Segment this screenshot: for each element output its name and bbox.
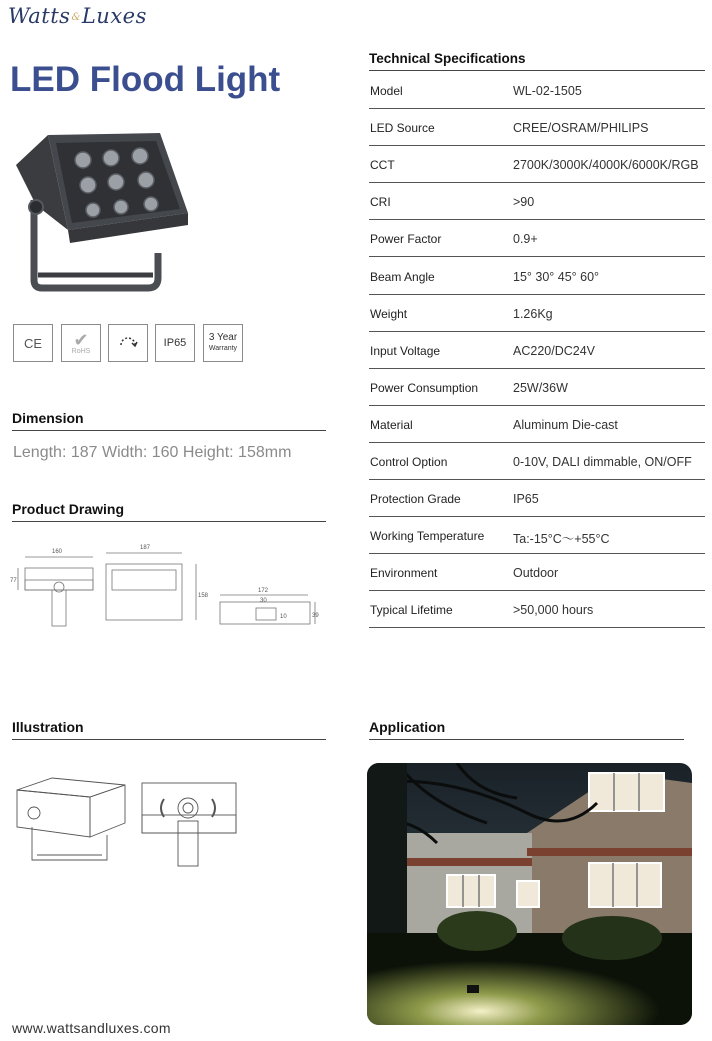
spec-row [369,554,705,591]
logo-text-2: Luxes [81,4,147,28]
product-drawing [10,540,330,635]
spec-row [369,183,705,220]
drawing-dim-160: 160 [52,549,63,555]
spec-value: CREE/OSRAM/PHILIPS [513,121,649,136]
spec-row [369,591,705,628]
spec-label: Power Consumption [370,380,479,395]
spec-value: Outdoor [513,566,559,581]
spec-value: AC220/DC24V [513,343,595,358]
logo-ampersand-icon: & [71,12,81,23]
spec-label: Material [370,417,413,432]
spec-value: IP65 [513,492,539,507]
spec-row [369,517,705,554]
drawing-dim-187: 187 [140,545,151,551]
drawing-dim-39: 39 [312,613,319,619]
footer-url: www.wattsandluxes.com [12,1020,171,1036]
drawing-dim-30: 30 [260,598,267,604]
product-drawing-heading: Product Drawing [12,501,326,522]
illustration-heading: Illustration [12,719,326,740]
spec-row [369,258,705,295]
spec-value: 2700K/3000K/4000K/6000K/RGB [513,158,699,173]
check-icon: ✔ [73,329,89,350]
spec-label: Model [370,84,403,98]
warranty-line2: Warranty [208,345,238,352]
spec-value: >50,000 hours [513,603,594,618]
spec-value: 15° 30° 45° 60° [513,269,600,284]
brand-logo [8,4,147,28]
spec-row [369,480,705,517]
spec-label: Environment [370,566,438,581]
dimension-text: Length: 187 Width: 160 Height: 158mm [13,444,292,461]
logo-text-1: Watts [8,4,71,28]
spec-label: CCT [370,158,395,173]
spec-row [369,332,705,369]
ce-label: CE [23,335,43,351]
spec-label: LED Source [370,121,435,136]
spec-value: Aluminum Die-cast [513,417,618,432]
spec-label: Protection Grade [370,492,461,507]
application-heading: Application [369,719,684,740]
spec-row [369,443,705,480]
spec-value: 1.26Kg [513,306,553,321]
rohs-label: RoHS [71,347,91,355]
spec-row [369,295,705,332]
spec-value: WL-02-1505 [513,84,582,98]
spec-label: Working Temperature [370,529,485,544]
spec-row [369,406,705,443]
spec-label: Weight [370,306,408,321]
warranty-line1: 3 Year [208,332,238,343]
spec-row [369,146,705,183]
drawing-dim-158: 158 [198,593,209,599]
drawing-dim-10: 10 [280,614,287,620]
ip65-label: IP65 [163,337,187,349]
warranty-badge [203,324,243,362]
spec-label: Beam Angle [370,269,435,284]
drawing-dim-77: 77 [10,578,17,584]
spec-label: Power Factor [370,232,442,247]
spec-label: Input Voltage [370,343,441,358]
product-image [8,125,193,295]
spec-row [369,369,705,406]
ce-badge [13,324,53,362]
specs-heading: Technical Specifications [369,51,705,71]
spec-row [369,72,705,109]
application-photo [367,763,692,1025]
spec-value: 0.9+ [513,232,538,247]
drawing-dim-172: 172 [258,588,269,594]
spec-label: Typical Lifetime [370,603,453,618]
application-scene [367,763,692,1025]
spec-value: 25W/36W [513,380,568,395]
rohs-badge [61,324,101,362]
illustration-drawing [12,775,242,870]
spec-value: >90 [513,195,535,210]
rotation-icon [117,332,139,354]
rotation-badge [108,324,148,362]
spec-label: CRI [370,195,391,210]
spec-label: Control Option [370,455,448,469]
spec-row [369,109,705,146]
product-title: LED Flood Light [10,60,281,99]
spec-value: 0-10V, DALI dimmable, ON/OFF [513,455,692,469]
ip65-badge [155,324,195,362]
spec-row [369,220,705,257]
dimension-heading: Dimension [12,410,326,431]
spec-value: Ta:-15°C～+55°C [513,532,610,547]
